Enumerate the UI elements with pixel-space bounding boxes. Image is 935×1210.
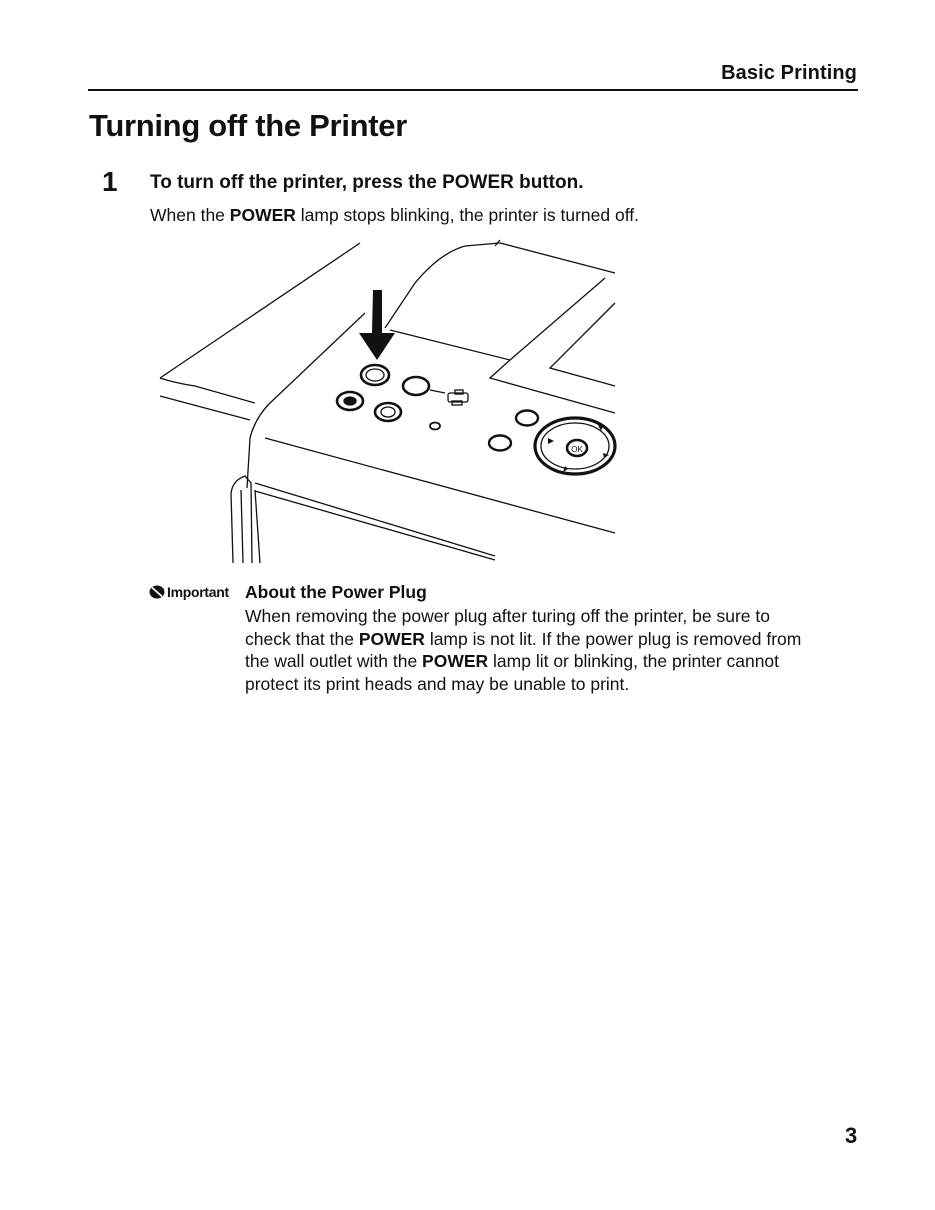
important-label-text: Important (167, 584, 229, 600)
important-line (245, 628, 855, 651)
bold-text: POWER (422, 651, 489, 671)
important-line: When removing the power plug after turing off the printer, be sure to (245, 606, 770, 626)
svg-text:OK: OK (571, 445, 583, 454)
important-label (149, 584, 229, 600)
important-icon (149, 585, 165, 599)
important-body (245, 605, 855, 695)
step-heading-text: To turn off the printer, press the (150, 172, 443, 193)
header-rule (88, 89, 858, 91)
step-body-bold: POWER (229, 205, 296, 225)
step-heading (150, 172, 583, 194)
text: lamp lit or blinking, the printer cannot (488, 651, 780, 671)
step-body-text: When the (150, 205, 230, 225)
important-line: protect its print heads and may be unable to print. (245, 673, 630, 694)
step-heading-text-end: button. (513, 172, 584, 193)
printer-panel-illustration (155, 238, 625, 568)
step-body (150, 205, 639, 226)
important-title: About the Power Plug (245, 582, 427, 602)
text: check that the (245, 628, 359, 649)
step-heading-bold: POWER (442, 172, 514, 193)
step-body-text-end: lamp stops blinking, the printer is turned off. (295, 205, 639, 225)
bold-text: POWER (358, 628, 425, 649)
page-title: Turning off the Printer (89, 108, 407, 143)
important-line (245, 650, 855, 673)
step-number: 1 (102, 166, 118, 197)
text: lamp is not lit. If the power plug is removed from (424, 628, 802, 649)
page-number: 3 (845, 1123, 858, 1148)
running-header: Basic Printing (721, 62, 857, 84)
text: the wall outlet with the (245, 651, 423, 671)
